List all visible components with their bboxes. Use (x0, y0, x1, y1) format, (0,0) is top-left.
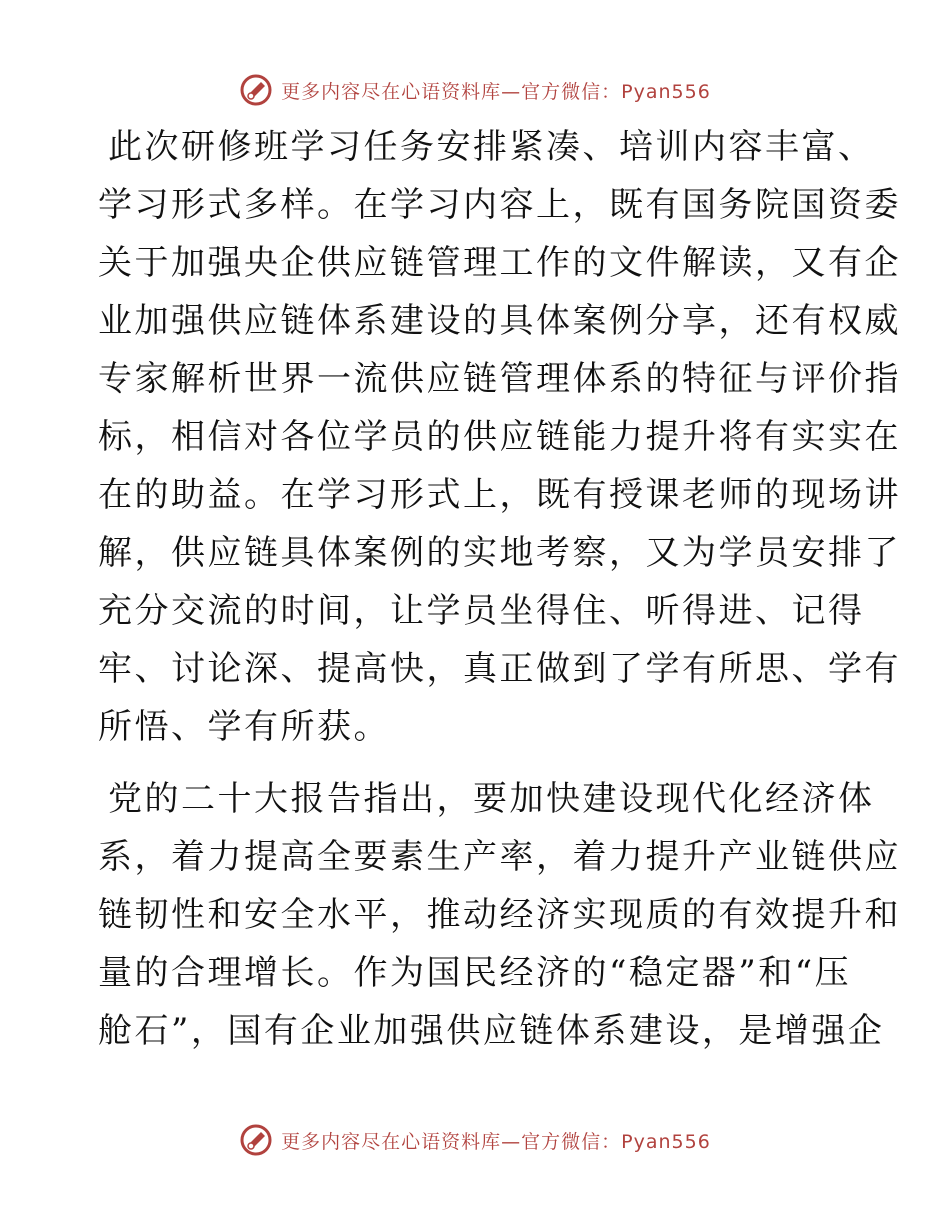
header-banner (0, 70, 950, 110)
text-line: 牢、讨论深、提高快，真正做到了学有所思、学有 (98, 649, 901, 689)
document-body (98, 118, 901, 1060)
text-line: 标，相信对各位学员的供应链能力提升将有实实在 (98, 417, 901, 457)
paragraph-2 (98, 770, 901, 1060)
text-line: 解，供应链具体案例的实地考察，又为学员安排了 (98, 533, 901, 573)
header-banner-text: 更多内容尽在心语资料库—官方微信：Pyan556 (281, 80, 711, 103)
text-line: 系，着力提高全要素生产率，着力提升产业链供应 (98, 837, 901, 877)
text-line: 量的合理增长。作为国民经济的“稳定器”和“压 (98, 953, 852, 993)
footer-banner (0, 1120, 950, 1160)
paragraph-spacer (98, 756, 858, 770)
paragraph-1 (98, 118, 901, 756)
text-line: 舱石”，国有企业加强供应链体系建设，是增强企 (98, 1011, 885, 1051)
text-line: 此次研修班学习任务安排紧凑、培训内容丰富、 (108, 127, 875, 167)
text-line: 党的二十大报告指出，要加快建设现代化经济体 (108, 779, 875, 819)
text-line: 链韧性和安全水平，推动经济实现质的有效提升和 (98, 895, 901, 935)
text-line: 专家解析世界一流供应链管理体系的特征与评价指 (98, 359, 901, 399)
text-line: 充分交流的时间，让学员坐得住、听得进、记得 (98, 591, 865, 631)
text-line: 关于加强央企供应链管理工作的文件解读，又有企 (98, 243, 901, 283)
brand-logo-icon (239, 73, 273, 107)
brand-logo-icon (239, 1123, 273, 1157)
text-line: 业加强供应链体系建设的具体案例分享，还有权威 (98, 301, 901, 341)
footer-banner-text: 更多内容尽在心语资料库—官方微信：Pyan556 (281, 1130, 711, 1153)
text-line: 在的助益。在学习形式上，既有授课老师的现场讲 (98, 475, 901, 515)
text-line: 学习形式多样。在学习内容上，既有国务院国资委 (98, 185, 901, 225)
text-line: 所悟、学有所获。 (98, 707, 390, 747)
